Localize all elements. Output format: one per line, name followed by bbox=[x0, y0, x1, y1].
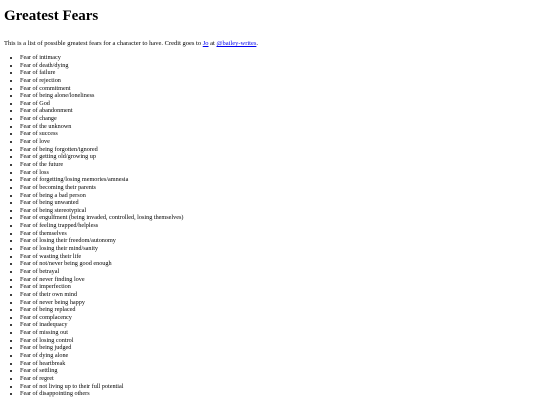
list-item: • Fear of imperfection bbox=[20, 283, 540, 291]
intro-text-end: . bbox=[256, 40, 259, 47]
credit-link-jo[interactable]: Jo bbox=[202, 40, 209, 47]
list-item: • Fear of getting old/growing up bbox=[20, 153, 540, 161]
list-item: • Fear of feeling trapped/helpless bbox=[20, 222, 540, 230]
page-title: Greatest Fears bbox=[4, 8, 99, 24]
list-item: • Fear of their own mind bbox=[20, 291, 540, 299]
list-item: • Fear of being unwanted bbox=[20, 199, 540, 207]
list-item: • Fear of not/never being good enough bbox=[20, 260, 540, 268]
list-item: • Fear of never being happy bbox=[20, 299, 540, 307]
list-item: • Fear of abandonment bbox=[20, 107, 540, 115]
list-item: • Fear of being stereotypical bbox=[20, 207, 540, 215]
list-item: • Fear of the unknown bbox=[20, 123, 540, 131]
list-item: • Fear of losing their mind/sanity bbox=[20, 245, 540, 253]
list-item: • Fear of failure bbox=[20, 69, 540, 77]
list-item: • Fear of being judged bbox=[20, 344, 540, 352]
list-item: • Fear of God bbox=[20, 100, 540, 108]
list-item: • Fear of loss bbox=[20, 169, 540, 177]
list-item: • Fear of betrayal bbox=[20, 268, 540, 276]
list-item: • Fear of inadequacy bbox=[20, 321, 540, 329]
list-item: • Fear of becoming their parents bbox=[20, 184, 540, 192]
intro-text-start: This is a list of possible greatest fears for a character to have. Credit goes to bbox=[4, 40, 203, 47]
list-item: • Fear of not living up to their full potential bbox=[20, 383, 540, 391]
list-item: • Fear of forgetting/losing memories/amnesia bbox=[20, 176, 540, 184]
list-item: • Fear of commitment bbox=[20, 85, 540, 93]
list-item: • Fear of being forgotten/ignored bbox=[20, 146, 540, 154]
list-item: • Fear of heartbreak bbox=[20, 360, 540, 368]
list-item: • Fear of the future bbox=[20, 161, 540, 169]
list-item: • Fear of love bbox=[20, 138, 540, 146]
list-item: • Fear of complacency bbox=[20, 314, 540, 322]
list-item: • Fear of missing out bbox=[20, 329, 540, 337]
list-item: • Fear of wasting their life bbox=[20, 253, 540, 261]
list-item: • Fear of losing control bbox=[20, 337, 540, 345]
list-item: • Fear of being alone/loneliness bbox=[20, 92, 540, 100]
intro-paragraph bbox=[4, 40, 540, 48]
credit-link-bailey-writes[interactable]: @bailey-writes bbox=[216, 40, 257, 47]
list-item: • Fear of change bbox=[20, 115, 540, 123]
list-item: • Fear of death/dying bbox=[20, 62, 540, 70]
intro-text-middle: at bbox=[208, 40, 217, 47]
list-item: • Fear of losing their freedom/autonomy bbox=[20, 237, 540, 245]
list-item: • Fear of disappointing others bbox=[20, 390, 540, 398]
list-item: • Fear of settling bbox=[20, 367, 540, 375]
list-item: • Fear of regret bbox=[20, 375, 540, 383]
list-item: • Fear of success bbox=[20, 130, 540, 138]
list-item: • Fear of never finding love bbox=[20, 276, 540, 284]
list-item: • Fear of intimacy bbox=[20, 54, 540, 62]
list-item: • Fear of engulfment (being invaded, controlled, losing themselves) bbox=[20, 214, 540, 222]
list-item: • Fear of themselves bbox=[20, 230, 540, 238]
list-item: • Fear of dying alone bbox=[20, 352, 540, 360]
list-item: • Fear of being a bad person bbox=[20, 192, 540, 200]
list-item: • Fear of rejection bbox=[20, 77, 540, 85]
list-item: • Fear of being replaced bbox=[20, 306, 540, 314]
fears-list bbox=[4, 54, 540, 398]
